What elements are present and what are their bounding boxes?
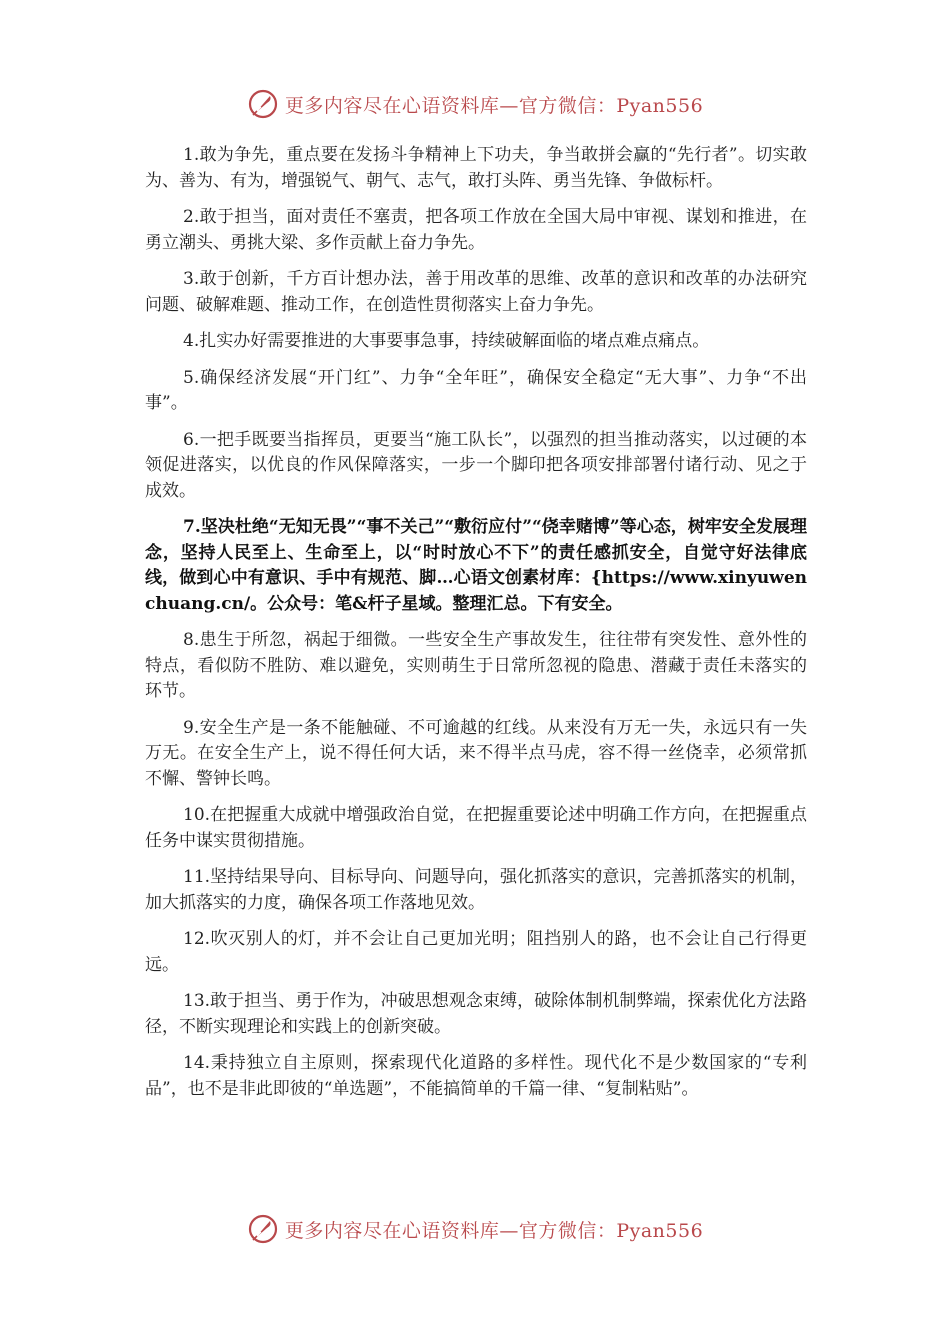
- quill-logo-icon: [247, 88, 279, 120]
- paragraph-6: 6.一把手既要当指挥员，更要当“施工队长”，以强烈的担当推动落实，以过硬的本领促进落实，以优良的作风保障落实，一步一个脚印把各项安排部署付诸行动、见之于成效。: [145, 429, 807, 501]
- document-body: [145, 143, 807, 1113]
- paragraph-10: 10.在把握重大成就中增强政治自觉，在把握重要论述中明确工作方向，在把握重点任务中谋实贯彻措施。: [145, 805, 807, 851]
- paragraph-4: 4.扎实办好需要推进的大事要事急事，持续破解面临的堵点难点痛点。: [183, 331, 710, 351]
- paragraph-8: 8.患生于所忽，祸起于细微。一些安全生产事故发生，往往带有突发性、意外性的特点，看似防不胜防、难以避免，实则萌生于日常所忽视的隐患、潜藏于责任未落实的环节。: [145, 630, 807, 701]
- footer-banner: [0, 1209, 950, 1249]
- paragraph-14: 14.秉持独立自主原则，探索现代化道路的多样性。现代化不是少数国家的“专利品”，也不是非此即彼的“单选题”，不能搞简单的千篇一律、“复制粘贴”。: [145, 1053, 807, 1099]
- banner-text: 更多内容尽在心语资料库—官方微信：Pyan556: [284, 94, 704, 117]
- paragraph-7: 7.坚决杜绝“无知无畏”“事不关己”“敷衍应付”“侥幸赌博”等心态，树牢安全发展理念，坚持人民至上、生命至上，以“时时放心不下”的责任感抓安全，自觉守好法律底线，做到心中有意识、手中有规范、脚…心语文创素材库：{https://www.xinyuwenchuang.cn/。公众号：笔&杆子星域。整理汇总。下有安全。: [145, 517, 807, 614]
- paragraph-3: 3.敢于创新，千方百计想办法，善于用改革的思维、改革的意识和改革的办法研究问题、破解难题、推动工作，在创造性贯彻落实上奋力争先。: [145, 269, 807, 315]
- paragraph-9: 9.安全生产是一条不能触碰、不可逾越的红线。从来没有万无一失，永远只有一失万无。在安全生产上，说不得任何大话，来不得半点马虎，容不得一丝侥幸，必须常抓不懈、警钟长鸣。: [145, 717, 807, 789]
- header-banner: [0, 84, 950, 124]
- paragraph-2: 2.敢于担当，面对责任不塞责，把各项工作放在全国大局中审视、谋划和推进，在勇立潮头、勇挑大梁、多作贡献上奋力争先。: [145, 207, 807, 253]
- paragraph-1: 1.敢为争先，重点要在发扬斗争精神上下功夫，争当敢拼会赢的“先行者”。切实敢为、善为、有为，增强锐气、朝气、志气，敢打头阵、勇当先锋、争做标杆。: [145, 145, 807, 191]
- paragraph-11: 11.坚持结果导向、目标导向、问题导向，强化抓落实的意识，完善抓落实的机制，加大抓落实的力度，确保各项工作落地见效。: [145, 867, 807, 913]
- paragraph-13: 13.敢于担当、勇于作为，冲破思想观念束缚，破除体制机制弊端，探索优化方法路径，不断实现理论和实践上的创新突破。: [145, 991, 807, 1037]
- quill-logo-icon: [247, 1213, 279, 1245]
- paragraph-12: 12.吹灭别人的灯，并不会让自己更加光明；阻挡别人的路，也不会让自己行得更远。: [145, 929, 807, 975]
- banner-text: 更多内容尽在心语资料库—官方微信：Pyan556: [284, 1219, 704, 1242]
- paragraph-5: 5.确保经济发展“开门红”、力争“全年旺”，确保安全稳定“无大事”、力争“不出事”。: [145, 367, 807, 413]
